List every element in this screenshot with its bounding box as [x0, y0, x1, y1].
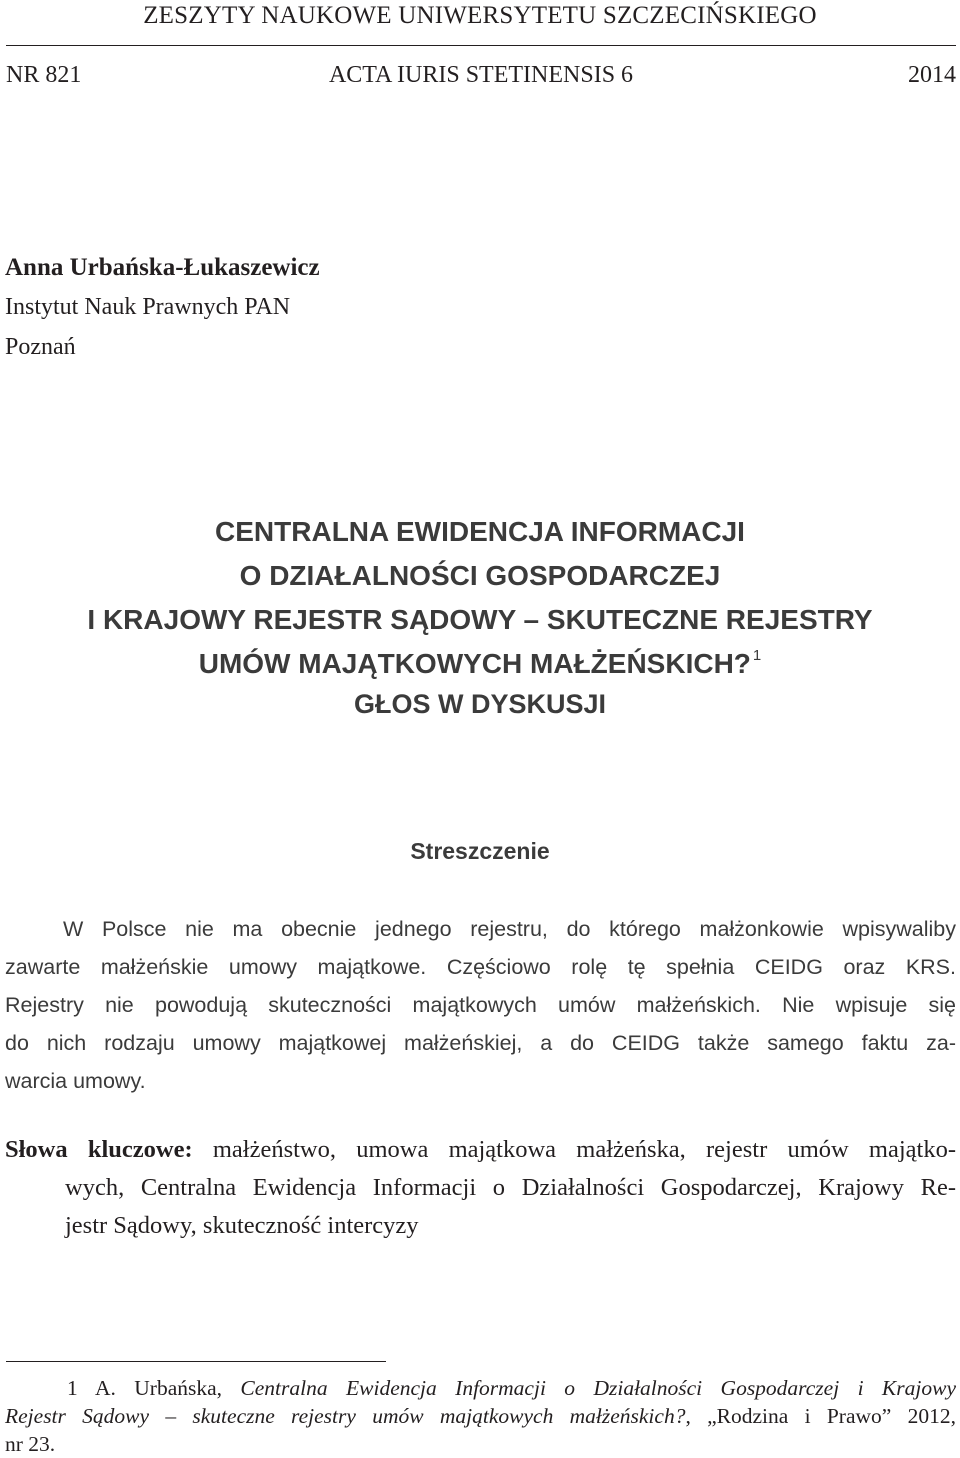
journal-title: ZESZYTY NAUKOWE UNIWERSYTETU SZCZECIŃSKIEGO: [143, 2, 817, 29]
footnote-line: [5, 1374, 956, 1402]
journal-series: ACTA IURIS STETINENSIS 6: [328, 62, 634, 88]
abstract-heading: Streszczenie: [410, 838, 550, 864]
title-line-with-footnote: [0, 642, 960, 686]
journal-meta-row: [6, 62, 956, 94]
keywords: [5, 1131, 956, 1245]
journal-number: NR 821: [6, 62, 82, 88]
abstract-line: Rejestry nie powodują skuteczności majątkowych umów małżeńskich. Nie wpisuje się: [5, 993, 956, 1017]
title-line: CENTRALNA EWIDENCJA INFORMACJI: [215, 516, 745, 547]
abstract-line: do nich rodzaju umowy majątkowej małżeńskiej, a do CEIDG także samego faktu za-: [5, 1031, 956, 1055]
footnote-author: A. Urbańska,: [94, 1376, 241, 1400]
footnote-title: Centralna Ewidencja Informacji o Działalności Gospodarczej i Krajowy: [240, 1376, 956, 1400]
footnote-rule: [6, 1361, 386, 1362]
footnote-marker: 1: [67, 1376, 78, 1400]
keywords-line: jestr Sądowy, skuteczność intercyzy: [65, 1212, 419, 1239]
keywords-line: [5, 1131, 956, 1169]
title-line: I KRAJOWY REJESTR SĄDOWY – SKUTECZNE REJESTRY: [87, 604, 873, 635]
abstract-line: W Polsce nie ma obecnie jednego rejestru, do którego małżonkowie wpisywaliby: [63, 917, 956, 941]
title-footnote-marker[interactable]: 1: [752, 647, 762, 664]
header-rule: [6, 45, 956, 46]
article-title: [0, 510, 960, 686]
title-line: UMÓW MAJĄTKOWYCH MAŁŻEŃSKICH?: [198, 648, 751, 679]
author-institution: Instytut Nauk Prawnych PAN: [5, 294, 291, 320]
footnote: [5, 1374, 956, 1458]
abstract-line: zawarte małżeńskie umowy majątkowe. Częściowo rolę tę spełnia CEIDG oraz KRS.: [5, 955, 956, 979]
author-name: Anna Urbańska-Łukaszewicz: [5, 254, 320, 281]
footnote-issue: nr 23.: [5, 1432, 56, 1456]
footnote-title: Rejestr Sądowy – skuteczne rejestry umów majątkowych małżeńskich?: [5, 1404, 686, 1428]
keywords-line: wych, Centralna Ewidencja Informacji o Działalności Gospodarczej, Krajowy Re-: [65, 1174, 956, 1201]
keywords-label: Słowa kluczowe:: [5, 1136, 193, 1163]
abstract-body: [5, 910, 956, 1100]
footnote-source: , „Rodzina i Prawo” 2012,: [685, 1404, 956, 1428]
keywords-text: małżeństwo, umowa majątkowa małżeńska, rejestr umów majątko-: [192, 1136, 956, 1163]
journal-year: 2014: [908, 62, 956, 88]
title-line: O DZIAŁALNOŚCI GOSPODARCZEJ: [239, 560, 721, 591]
article-subtitle: GŁOS W DYSKUSJI: [353, 689, 607, 719]
abstract-line: warcia umowy.: [5, 1069, 146, 1093]
author-city: Poznań: [5, 334, 76, 360]
footnote-line: [5, 1402, 956, 1430]
